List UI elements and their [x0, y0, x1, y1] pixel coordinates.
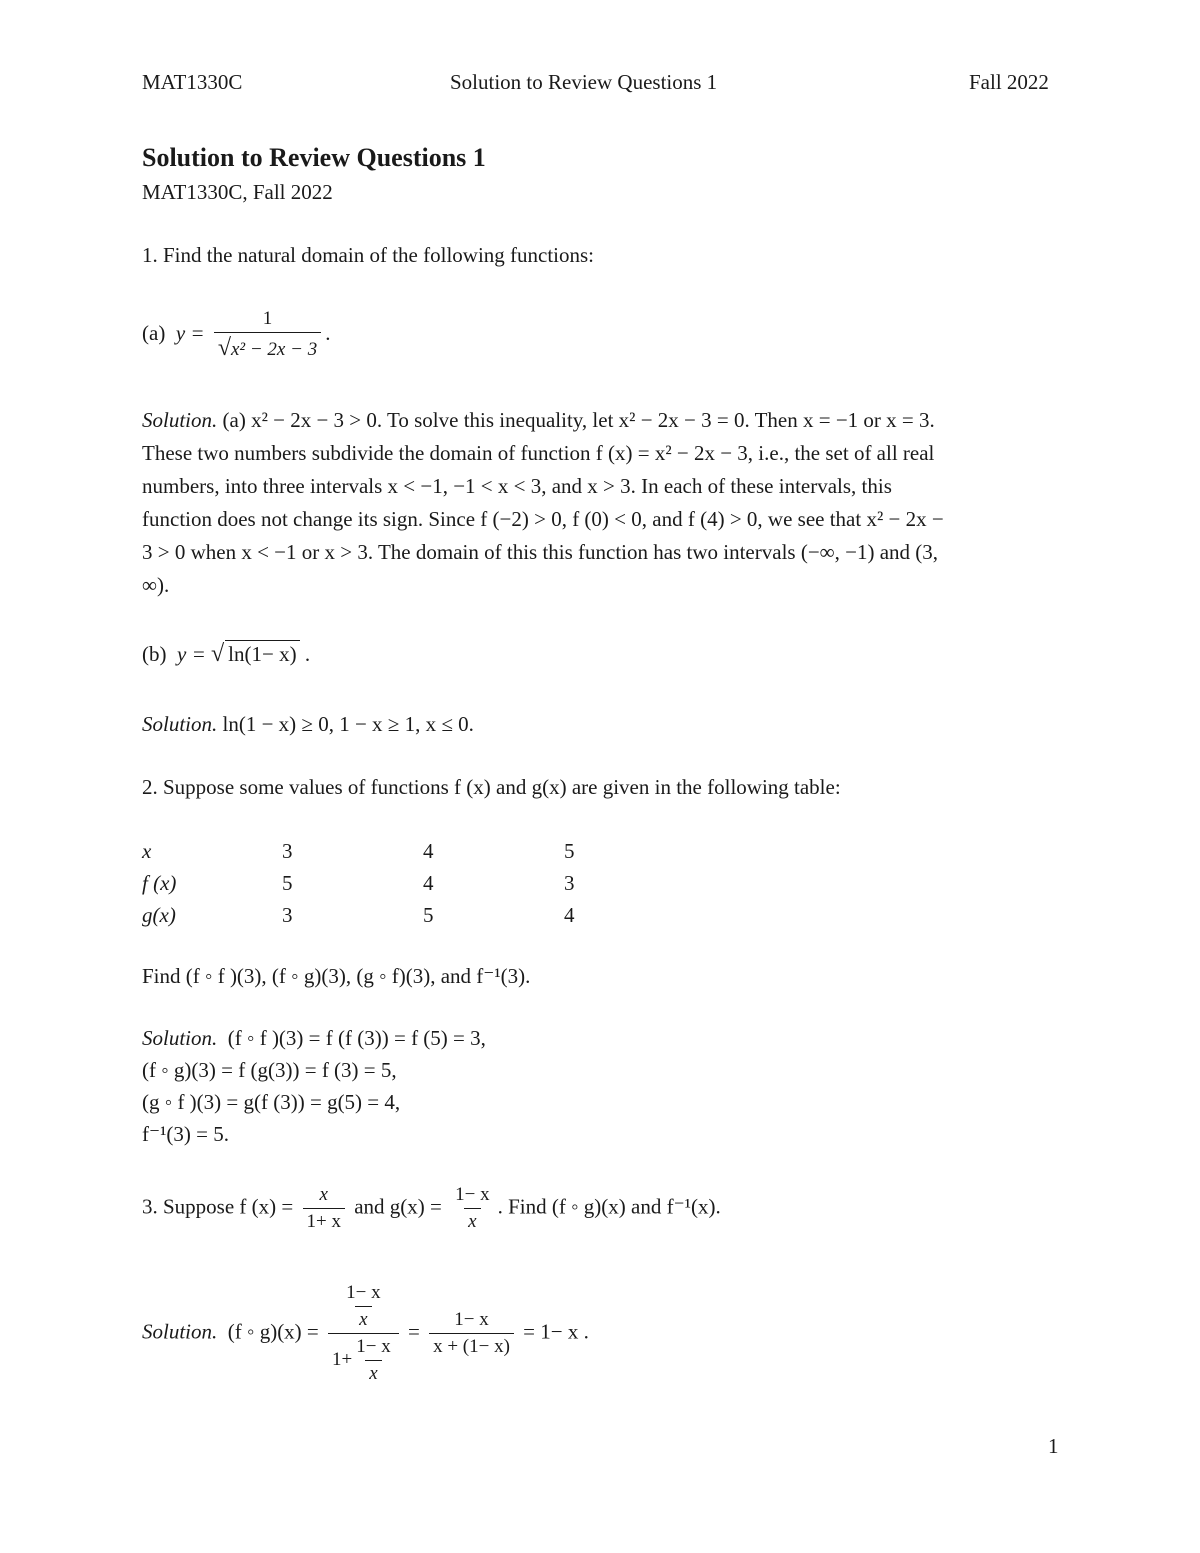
solution-label: Solution.: [142, 408, 218, 432]
table-row: [142, 867, 705, 899]
q2-sol-line-1: (f ◦ f )(3) = f (f (3)) = f (5) = 3,: [227, 1026, 486, 1050]
q3-f-fraction: [303, 1184, 345, 1233]
q3-solution: Solution. (f ◦ g)(x) = $\frac{1- x}{x}$ 1+ $\frac{1- x}{x}$ = $\frac{1- x}{x + (1- x)}$ = 1− x .: [142, 1282, 589, 1384]
table-row: [142, 899, 705, 931]
q1a-sol-line-1: (a) x² − 2x − 3 > 0. To solve this inequality, let x² − 2x − 3 = 0. Then x = −1 or x = 3.: [222, 408, 935, 432]
table-cell: x: [142, 838, 152, 863]
q1a-label: (a): [142, 320, 166, 345]
q3-inner-numerator: 1− x: [346, 1282, 381, 1303]
solution-label: Solution.: [142, 1026, 218, 1050]
table-cell: 5: [564, 838, 575, 863]
q3-outer-den-prefix: 1+: [332, 1348, 353, 1370]
header-course: MAT1330C: [142, 70, 243, 94]
q2-sol-line-4: f⁻¹(3) = 5.: [142, 1122, 229, 1146]
table-cell: 5: [423, 902, 434, 927]
q2-solution: [142, 1022, 1062, 1150]
q3-simplified-numerator: 1− x: [454, 1309, 489, 1330]
table-cell: 3: [282, 838, 293, 863]
page-title: Solution to Review Questions 1: [142, 143, 486, 172]
q1a-sol-line-3: numbers, into three intervals x < −1, −1 < x < 3, and x > 3. In each of these intervals, this: [142, 474, 892, 498]
q3-den-numerator: 1− x: [356, 1336, 391, 1357]
table-cell: 3: [564, 870, 575, 895]
table-cell: 4: [423, 838, 434, 863]
q3-g-denominator: x: [464, 1208, 480, 1233]
q3-g-numerator: 1− x: [455, 1184, 490, 1205]
page-number: 1: [1048, 1434, 1059, 1458]
q3-inner-fraction: [342, 1282, 384, 1331]
q1a-sol-line-4: function does not change its sign. Since f (−2) > 0, f (0) < 0, and f (4) > 0, we see that x² − 2x −: [142, 507, 944, 531]
table-row: [142, 835, 705, 867]
header-title: Solution to Review Questions 1: [450, 70, 718, 94]
table-cell: 4: [423, 870, 434, 895]
q1b-lhs: y =: [177, 642, 206, 666]
q1b-solution: [142, 712, 474, 737]
q1b-sol-text: ln(1 − x) ≥ 0, 1 − x ≥ 1, x ≤ 0.: [222, 712, 474, 736]
q1a-lhs: y =: [175, 320, 205, 345]
q2-prompt: 2. Suppose some values of functions f (x) and g(x) are given in the following table:: [142, 775, 841, 799]
q3-complex-denominator: [328, 1333, 399, 1385]
q3-simplified-fraction: [429, 1309, 514, 1358]
solution-label: Solution.: [142, 712, 218, 736]
solution-label: Solution.: [142, 1319, 218, 1344]
q1b-label: (b): [142, 642, 167, 666]
values-table: [142, 835, 705, 931]
q3-simplified-denominator: x + (1− x): [429, 1333, 514, 1358]
q3-den-fraction: [352, 1336, 394, 1385]
q1a-numerator: 1: [262, 308, 273, 329]
q1a-sol-line-6: ∞).: [142, 573, 170, 597]
q1a-solution: [142, 404, 1062, 602]
q3-result: = 1− x .: [523, 1319, 589, 1344]
header-term: Fall 2022: [969, 70, 1049, 94]
q1b-equation: (b) y = √ ln(1− x) .: [142, 641, 311, 667]
q3-prefix: 3. Suppose f (x) =: [142, 1194, 294, 1219]
q1b-radicand: ln(1− x): [225, 640, 299, 667]
q1a-sol-line-2: These two numbers subdivide the domain of function f (x) = x² − 2x − 3, i.e., the set of all real: [142, 441, 935, 465]
table-cell: 5: [282, 870, 293, 895]
q2-sol-line-2: (f ◦ g)(3) = f (g(3)) = f (3) = 5,: [142, 1058, 397, 1082]
q3-sol-lhs: (f ◦ g)(x) =: [227, 1319, 319, 1344]
q3-complex-fraction: [328, 1282, 399, 1385]
q3-inner-denominator: x: [355, 1306, 371, 1331]
q3-mid: and g(x) =: [354, 1194, 442, 1219]
page-subtitle: MAT1330C, Fall 2022: [142, 180, 333, 204]
q3-den-denominator: x: [365, 1360, 381, 1385]
q3-suffix: . Find (f ◦ g)(x) and f⁻¹(x).: [497, 1194, 721, 1219]
q2-sol-line-3: (g ◦ f )(3) = g(f (3)) = g(5) = 4,: [142, 1090, 401, 1114]
table-cell: f (x): [142, 870, 177, 895]
q3-prompt: [142, 1184, 721, 1233]
q3-f-numerator: x: [319, 1184, 328, 1205]
q3-complex-numerator: [334, 1282, 392, 1333]
table-cell: 4: [564, 902, 575, 927]
q1a-denominator: √x² − 2x − 3: [214, 332, 321, 362]
q1-prompt: 1. Find the natural domain of the following functions:: [142, 243, 595, 267]
q3-g-fraction: [451, 1184, 493, 1233]
q1a-equation: (a) y = $\frac{1}{\text{√x² − 2x − 3}}$ .: [142, 308, 331, 361]
table-cell: g(x): [142, 902, 176, 927]
q1a-sol-line-5: 3 > 0 when x < −1 or x > 3. The domain of this this function has two intervals (−∞, −1) and (3,: [142, 540, 939, 564]
q2-find: Find (f ◦ f )(3), (f ◦ g)(3), (g ◦ f)(3), and f⁻¹(3).: [142, 964, 531, 988]
q1a-fraction: [214, 308, 321, 362]
q3-f-denominator: 1+ x: [303, 1208, 345, 1233]
table-cell: 3: [282, 902, 293, 927]
